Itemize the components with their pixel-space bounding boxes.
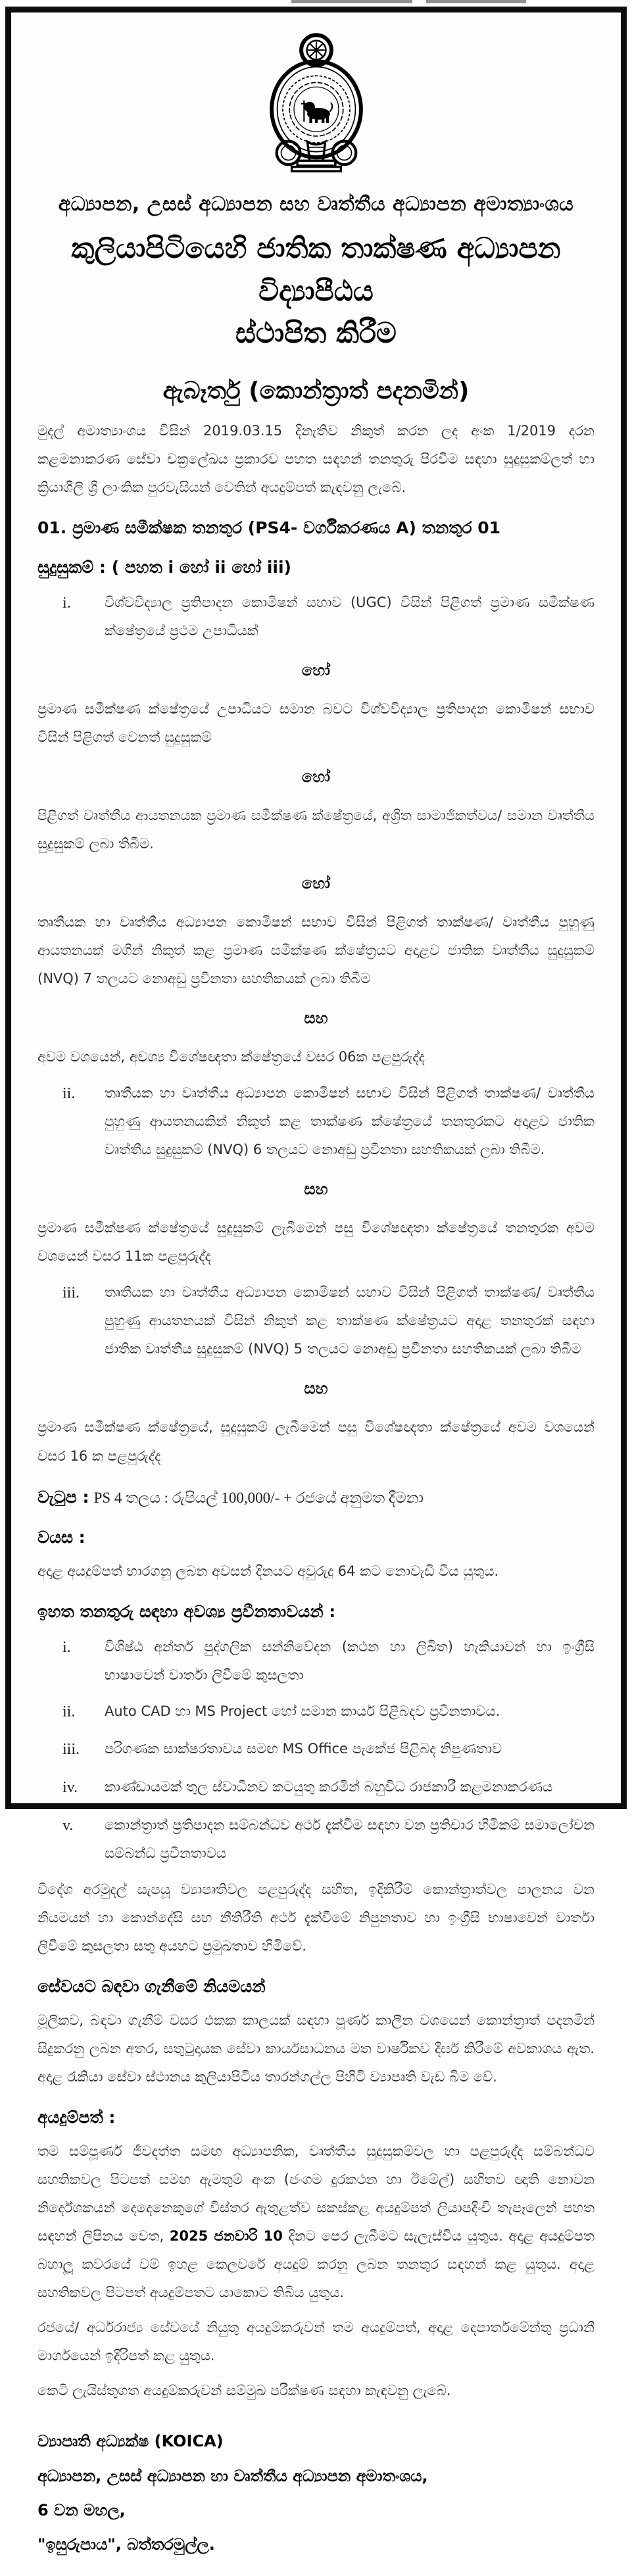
item-text: පරිගණක සාක්ෂරතාවය සමඟ MS Office පැකේජ පිළිබද නිපුණතාව	[105, 1741, 502, 1757]
proficiencies-heading: ඉහත තනතුරු සඳහා අවශ්‍ය ප්‍රවීනතාවයන් :	[37, 1601, 336, 1621]
main-title-line2: ස්ථාපිත කිරීම	[235, 317, 397, 350]
applications-text-after-date: දිනට පෙර ලැබීමට සැලැස්විය යුතුය. අදාළ අයදුම්පත බහාලූ කවරයේ වම් ඉහළ කෙලවරේ අයදුම් කරනු ලබන තනතුර සඳහන් කළ යුතුය. අදාළ සහතිකවල පිටපත් අයදුම්පතට යාකොට තිබිය යුතුය.	[37, 2228, 595, 2301]
connector-or: හෝ	[301, 767, 331, 786]
qualification-item-3	[37, 1278, 595, 1363]
recruitment-terms-paragraph: මූලිකව, බඳවා ගැනීම් වසර එකක කාලයක් සඳහා පූර්ණ කාලීන වශයෙන් කොන්ත්‍රාත් පදනමින් සිදුකරනු ලබන අතර, සතුටුදායක සේවා කාර්යසාධනය මත වාර්ෂිකව දීර්ඝ කිරීමේ අවකාශය ඇත. අදාළ රැකියා සේවා ස්ථානය කුලියාපිටිය තාරන්ගල්ල පිහිටි ව්‍යාපෘති වැඩ බිම වේ.	[37, 2012, 595, 2085]
ministry-title: අධ්‍යාපන, උසස් අධ්‍යාපන සහ වෘත්තීය අධ්‍යාපන අමාත්‍යාංශය	[58, 193, 574, 216]
qualification-item-1	[37, 589, 595, 645]
experience-6-years: අවම වශයෙන්, අවශ්‍ය විශේෂඥතා ක්ෂේත්‍රයේ වසර 06ක පළපුරුද්ද	[37, 1049, 425, 1065]
item-marker: i.	[62, 594, 71, 612]
applications-heading: අයදුම්පත් :	[37, 2107, 116, 2127]
item-marker: iii.	[62, 1741, 80, 1759]
item-text: Auto CAD හා MS Project හෝ සමාන කාර්ය පිළිබදව ප්‍රවීනතාවය.	[105, 1703, 500, 1719]
proficiency-item-1	[37, 1633, 595, 1689]
signature-ministry: අධ්‍යාපන, උසස් අධ්‍යාපන හා වෘත්තීය අධ්‍යාපන අමාතංශය,	[37, 2466, 428, 2485]
applications-text-before-date: තම සම්පූර්ණ ජීවදත්ත සමඟ අධ්‍යාපනික, වෘත්තීය සුදුසුකම්වල හා පළපුරුද්ද සම්බන්ධව සහතිකවල පිටපත් සමඟ ඇමතුම් අංක (ජංගම දුරකථන හා ඊමේල්) සහිතව ඥාති නොවන නිර්දේශකයන් දෙදෙනෙකුගේ විස්තර ඇතුළත්ව සකස්කළ අයදුම්පත් ලියාපදිංචි තැපෑලෙන් පහත සඳහන් ලිපිනය වෙත,	[37, 2143, 595, 2245]
sri-lanka-state-emblem-icon	[260, 32, 372, 173]
main-title-line1: කුලියාපිටියෙහි ජාතික තාක්ෂණ අධ්‍යාපන විද්‍යාපීඨය	[71, 232, 561, 308]
top-edge-artifact	[426, 0, 526, 3]
proficiency-item-4	[37, 1773, 595, 1803]
item-text: කාණ්ඩායමක් තුල ස්වාධීනව කටයුතු කරමින් බහුවිධ රාජකාරී කළමනාකරණය	[105, 1778, 553, 1795]
item-marker: i.	[62, 1638, 71, 1656]
item-text: තෘතීයක හා වෘත්තීය අධ්‍යාපන කොමිෂන් සභාව විසින් පිළිගත් තාක්ෂණ/ වෘත්තීය පුහුණු ආයතනයක් විසින් නිකුත් කළ තාක්ෂණ ක්ෂේත්‍රයට අදාළ තනතුරක් සඳහා ජාතික වෘත්තීය සුදුසුකම් (NVQ) 5 තලයට නොඅඩු ප්‍රවීනතා සහතිකයක් ලබා තිබීම	[105, 1284, 595, 1357]
qualifications-heading: සුදුසුකම් : ( පහත i හෝ ii හෝ iii)	[37, 557, 291, 577]
emblem-container	[37, 32, 595, 176]
qualification-item-2	[37, 1079, 595, 1164]
alt-qualification-2: පිළිගත් වෘත්තීය ආයතනයක ප්‍රමාණ සමීක්ෂණ ක්ෂේත්‍රයේ, අශ්‍රිත සාමාජිකත්වය/ සමාන වෘත්තීය සුදුසුකම් ලබා තිබීම.	[37, 807, 595, 852]
item-text: විශිෂ්ඨ අන්තර් පුද්ගලික සන්නිවේදන (කථන හා ලිඛිත) හැකියාවන් හා ඉංග්‍රීසි භාෂාවෙන් වාර්තා ලිවීමේ කුසලතා	[105, 1638, 595, 1683]
item-marker: iv.	[62, 1778, 78, 1796]
intro-paragraph: මුදල් අමාත්‍යාංශය විසින් 2019.03.15 දිනැතිව නිකුත් කරන ලද අංක 1/2019 දරන කළමනාකරණ සේවා චක්‍රලේඛය ප්‍රකාරව පහත සඳහන් තනතුරු පිරවීම සඳහා සුදුසුකම්ලත් හා ක්‍රියාශීලි ශ්‍රී ලාංකික පුරවැසියන් වෙතින් අයදුම්පත් කැඳවනු ලැබේ.	[37, 422, 595, 495]
applications-paragraph	[37, 2137, 595, 2307]
experience-11-years: ප්‍රමාණ සමීක්ෂණ ක්ෂේත්‍රයේ සුදුසුකම් ලැබීමෙන් පසු විශේෂඥතා ක්ෂේත්‍රයේ තනතුරක අවම වශයෙන් වසර 11ක පළපුරුද්ද	[37, 1220, 595, 1265]
salary-line	[37, 1481, 595, 1514]
application-deadline-date: 2025 ජනවාරි 10	[169, 2228, 283, 2245]
experience-16-years: ප්‍රමාණ සමීක්ෂණ ක්ෂේත්‍රයේ, සුදුසුකම් ලැබීමෙන් පසු විශේෂඥතා ක්ෂේත්‍රයේ අවම වශයෙන් වසර 16 ක පළපුරුද්ද	[37, 1419, 595, 1464]
priority-note-paragraph: විදේශ අරමුදල් සැපයූ ව්‍යාපෘතිවල පළපුරුද්ද සහිත, ඉදිකිරීම් කොන්ත්‍රාත්වල පාලනය වන නියමයන් හා කොන්දේසි සහ නීතිරීති අර්ථ දැක්වීමේ නිපුනතාව හා ඉංග්‍රීසි භාෂාවෙන් වාර්තා ලිවීමේ කුසලතා සතු අයහට ප්‍රමුඛතාව හිමිවේ.	[37, 1881, 595, 1954]
top-edge-artifact	[291, 0, 412, 3]
alt-qualification-3: තෘතීයක හා වෘත්තීය අධ්‍යාපන කොමිෂන් සභාව විසින් පිළිගත් තාක්ෂණ/ වෘත්තීය පුහුණු ආයතනයක් මගින් නිකුත් කළ ප්‍රමාණ සමීක්ෂණ ක්ෂේත්‍රයට අදාළව ජාතික වෘත්තීය සුදුසුකම් (NVQ) 7 තලයට නොඅඩු ප්‍රවීනතා සහතිකයක් ලබා තිබීම	[37, 913, 595, 987]
signature-floor: 6 වන මහල,	[37, 2501, 126, 2520]
shortlist-paragraph: කෙටි ලැයිස්තුගත අයදුම්කරුවන් සම්මුඛ පරීක්ෂණ සඳහා කැඳවනු ලැබේ.	[37, 2383, 451, 2399]
age-text: අදාළ අයදුම්පත් භාරගනු ලබන අවසන් දිනයට අවුරුදු 64 කට නොවැඩි විය යුතුය.	[37, 1563, 499, 1579]
alt-qualification-1: ප්‍රමාණ සමීක්ෂණ ක්ෂේත්‍රයේ උපාධියට සමාන බවට විශ්වවිද්‍යාල ප්‍රතිපාදන කොමිෂන් සභාව විසින් පිළිගත් වෙනත් සුදුසුකම්	[37, 700, 595, 745]
connector-or: හෝ	[301, 660, 331, 679]
connector-and: සහ	[304, 1180, 328, 1199]
vacancy-subtitle: ඇබෑර්තු (කොන්ත්‍රාත් පදනමින්)	[162, 377, 470, 404]
item-marker: ii.	[62, 1703, 76, 1720]
government-applicants-paragraph: රජයේ/ අර්ධරාජ්‍ය සේවයේ නියුතු අයදුම්කරුවන් තම අයදුම්පත්, අදාළ දෙපාර්තමේන්තු ප්‍රධානී මාර්ගයෙන් ඉදිරිපත් කළ යුතුය.	[37, 2320, 595, 2364]
signature-title: ව්‍යාපෘති අධ්‍යක්ෂ (KOICA)	[37, 2432, 224, 2451]
item-text: විශ්වවිද්‍යාල ප්‍රතිපාදන කොමිෂන් සභාව (UGC) විසින් පිළිගත් ප්‍රමාණ සමීක්ෂණ ක්ෂේත්‍රයේ ප්‍රථම උපාධියක්	[105, 594, 595, 639]
signature-address: "ඉසුරුපාය", බත්තරමුල්ල.	[37, 2535, 215, 2554]
salary-value: PS 4 තලය : රුපියල් 100,000/- + රජයේ අනුමත දීමනා	[93, 1489, 424, 1506]
connector-or: හෝ	[301, 873, 331, 892]
main-title	[37, 228, 595, 355]
item-text: කොන්ත්‍රාත් ප්‍රතිපාදන සම්බන්ධව අර්ථ දැක්වීම සඳහා වන ප්‍රතිචාර හිමිකම් සමාලෝචන සම්බන්ධ ප්‍රවීනතාවය	[105, 1816, 595, 1861]
proficiency-item-5	[37, 1811, 595, 1868]
proficiency-item-3	[37, 1735, 595, 1765]
age-heading: වයස :	[37, 1527, 85, 1547]
recruitment-terms-heading: සේවයට බඳවා ගැනීමේ නියමයන්	[37, 1976, 266, 1996]
notice-document	[5, 7, 627, 2554]
item-marker: v.	[62, 1816, 74, 1834]
salary-label: වැටුප :	[37, 1487, 89, 1507]
connector-and: සහ	[304, 1379, 328, 1398]
signature-block	[37, 2425, 595, 2562]
connector-and: සහ	[304, 1009, 328, 1028]
item-text: තෘතීයක හා වෘත්තීය අධ්‍යාපන කොමිෂන් සභාව විසින් පිළිගත් තාක්ෂණ/ වෘත්තීය පුහුණු ආයතනයකින් නිකුත් කළ තාක්ෂණ ක්ෂේත්‍රයේ තනතුරකට අදාළව ජාතික වෘත්තීය සුදුසුකම් (NVQ) 6 තලයට නොඅඩු ප්‍රවීනතා සහතිකයක් ලබා තිබීම.	[105, 1085, 595, 1158]
item-marker: iii.	[62, 1284, 80, 1302]
item-marker: ii.	[62, 1085, 76, 1103]
post-heading: 01. ප්‍රමාණ සමීක්ෂක තනතුර (PS4- වර්ගීකරණය A) තනතුර 01	[37, 518, 501, 537]
proficiency-item-2	[37, 1697, 595, 1728]
